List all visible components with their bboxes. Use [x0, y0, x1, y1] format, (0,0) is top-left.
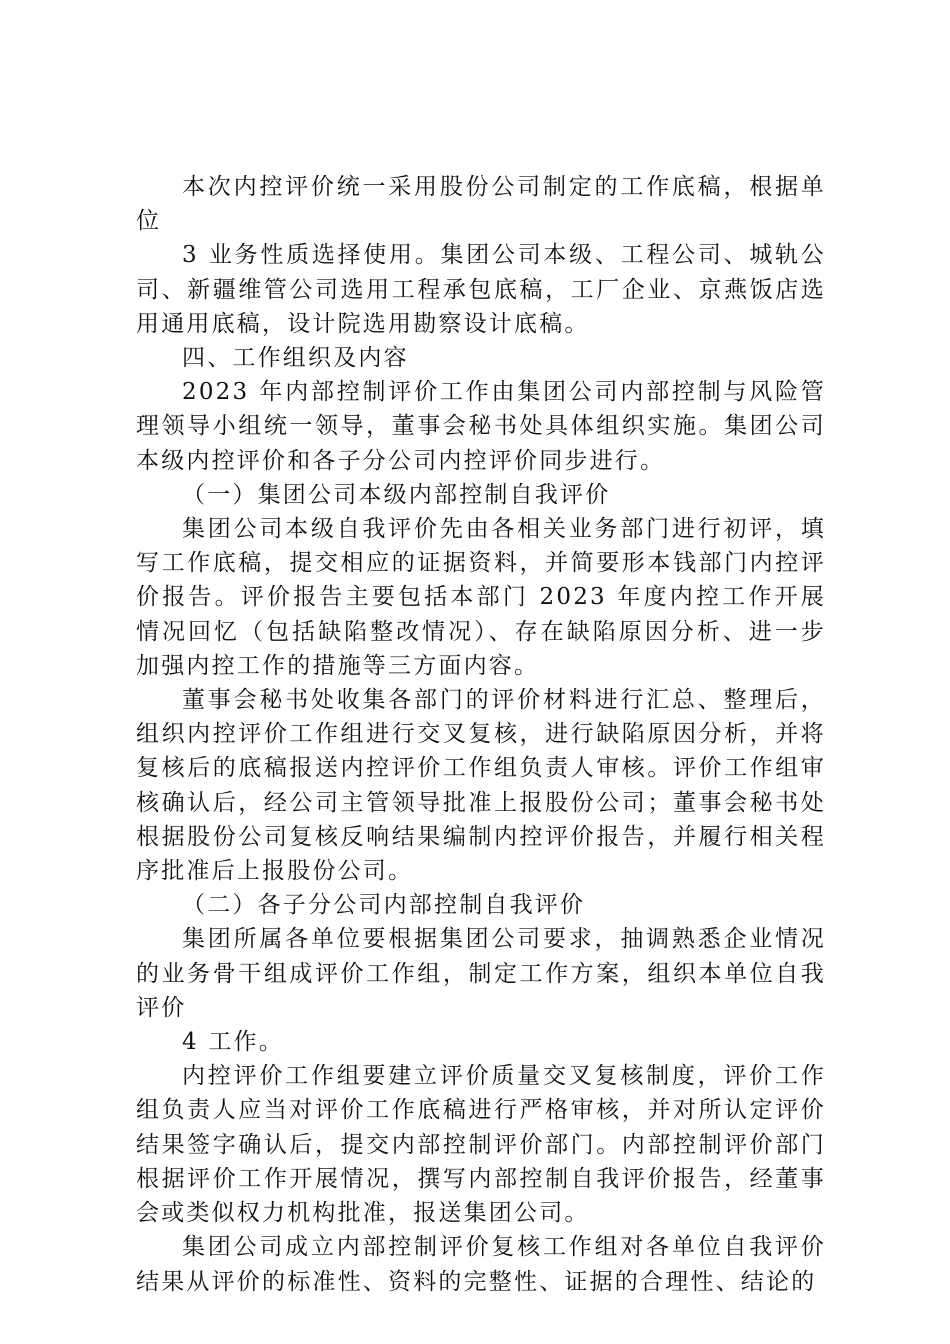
section-heading-organization: 四、工作组织及内容 [182, 345, 409, 372]
subsection-heading-group-self-evaluation: （一）集团公司本级内部控制自我评价 [182, 481, 611, 508]
paragraph-work-fragment: 4 工作。 [182, 1029, 284, 1056]
subsection-heading-subsidiary-self-evaluation: （二）各子分公司内部控制自我评价 [182, 892, 586, 919]
paragraph-group-self-evaluation: 集团公司本级自我评价先由各相关业务部门进行初评，填写工作底稿，提交相应的证据资料，并简要形本钱部门内控评价报告。评价报告主要包括本部门 2023 年度内控工作开展情况回忆（包括缺陷整改情况）、存在缺陷原因分析、进一步加强内控工作的措施等三方面内容。 [136, 516, 826, 679]
paragraph-worksheet-selection: 3 业务性质选择使用。集团公司本级、工程公司、城轨公司、新疆维管公司选用工程承包底稿，工厂企业、京燕饭店选用通用底稿，设计院选用勘察设计底稿。 [136, 242, 826, 337]
paragraph-board-secretariat: 董事会秘书处收集各部门的评价材料进行汇总、整理后，组织内控评价工作组进行交叉复核，进行缺陷原因分析，并将复核后的底稿报送内控评价工作组负责人审核。评价工作组审核确认后，经公司主管领导批准上报股份公司；董事会秘书处根据股份公司复核反响结果编制内控评价报告，并履行相关程序批准后上报股份公司。 [136, 687, 826, 885]
paragraph-group-review-team: 集团公司成立内部控制评价复核工作组对各单位自我评价结果从评价的标准性、资料的完整性、证据的合理性、结论的 [136, 1234, 826, 1295]
paragraph-cross-review: 内控评价工作组要建立评价质量交叉复核制度，评价工作组负责人应当对评价工作底稿进行严格审核，并对所认定评价结果签字确认后，提交内部控制评价部门。内部控制评价部门根据评价工作开展情况，撰写内部控制自我评价报告，经董事会或类似权力机构批准，报送集团公司。 [136, 1063, 826, 1227]
paragraph-leadership: 2023 年内部控制评价工作由集团公司内部控制与风险管理领导小组统一领导，董事会秘书处具体组织实施。集团公司本级内控评价和各子分公司内控评价同步进行。 [136, 379, 826, 474]
paragraph-subsidiary-team: 集团所属各单位要根据集团公司要求，抽调熟悉企业情况的业务骨干组成评价工作组，制定工作方案，组织本单位自我评价 [136, 926, 826, 1021]
paragraph-worksheet-intro: 本次内控评价统一采用股份公司制定的工作底稿，根据单位 [136, 174, 826, 235]
document-body [136, 170, 826, 1299]
